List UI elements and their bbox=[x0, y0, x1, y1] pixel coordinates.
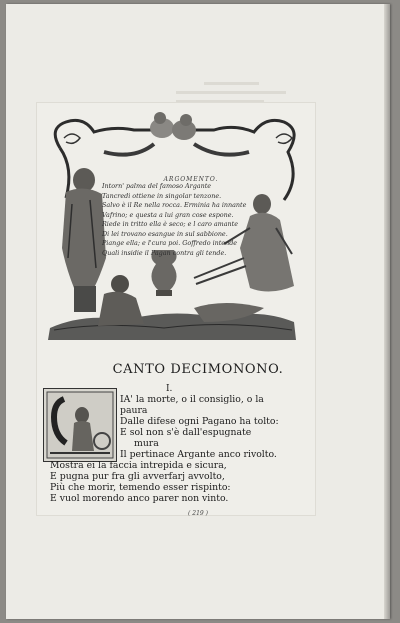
stanza-number: I. bbox=[166, 384, 173, 394]
argomento-line: Tancredi ottiene in singolar tenzone. bbox=[102, 191, 222, 200]
initial-vignette-image bbox=[44, 389, 116, 461]
page-number: ( 219 ) bbox=[188, 510, 208, 517]
verse-line: E vuol morendo anco parer non vinto. bbox=[50, 493, 229, 504]
verse-line: Dalle difese ogni Pagano ha tolto: bbox=[120, 416, 279, 427]
argomento-line: Quali insidie il Pagan contra gli tende. bbox=[102, 248, 227, 257]
argomento-line: Di lei trovano esangue in sul sabbione. bbox=[102, 229, 228, 238]
argomento-title: ARGOMENTO. bbox=[163, 176, 219, 183]
verse-line: Più che morir, temendo esser rispinto: bbox=[50, 482, 231, 493]
argomento-line: Piange ella; e l'cura poi. Goffredo intende bbox=[102, 239, 238, 247]
verse-line: Mostra ei la faccia intrepida e sicura, bbox=[50, 460, 227, 471]
page-spine-shadow bbox=[384, 4, 390, 619]
verse-line: IA' la morte, o il consiglio, o la bbox=[120, 394, 264, 405]
argomento-line: Intorn' palma del famoso Argante bbox=[102, 182, 212, 190]
verse-line: E pugna pur fra gli avverfarj avvolto, bbox=[50, 471, 225, 482]
verse-line: E sol non s'è dall'espugnate bbox=[120, 427, 252, 438]
decorated-initial bbox=[43, 388, 117, 462]
argomento-line: Salvo è il Re nella rocca. Erminia ha innante bbox=[102, 201, 247, 209]
book-page bbox=[6, 4, 390, 619]
canto-title: CANTO DECIMONONO. bbox=[112, 362, 284, 377]
argomento-line: Vafrino; e questa a lui gran cose espone. bbox=[102, 210, 234, 219]
verse-line: Il pertinace Argante anco rivolto. bbox=[120, 449, 277, 460]
verse-line: paura bbox=[120, 405, 148, 416]
verse-line: mura bbox=[134, 438, 159, 449]
argomento-verses bbox=[102, 182, 272, 258]
argomento-line: Riede in tritto ella è seco; e l caro amante bbox=[102, 220, 238, 228]
